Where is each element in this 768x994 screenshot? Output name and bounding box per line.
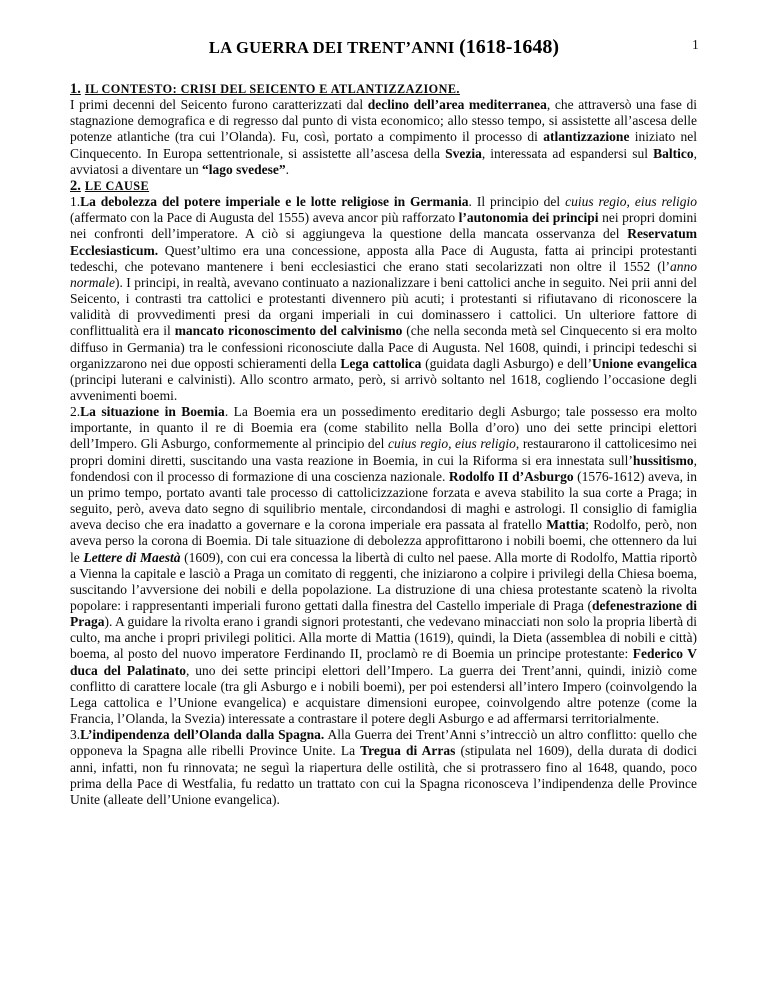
- paragraph-context: I primi decenni del Seicento furono caratterizzati dal declino dell’area mediterranea, che attraversò una fase di stagnazione demografica e di regresso dal punto di vista economico; allo stesso tempo, si assistette all’ascesa delle potenze atlantiche (tra cui l’Olanda). Fu, così, portato a compimento il processo di atlantizzazione iniziato nel Cinquecento. In Europa settentrionale, si assistette all’ascesa della Svezia, interessata ad espandersi sul Baltico, avviatosi a diventare un “lago svedese”.: [70, 97, 697, 177]
- page-title: [0, 0, 768, 60]
- section-2-title: LE CAUSE: [84, 178, 150, 193]
- paragraph-cause-3: 3.L’indipendenza dell’Olanda dalla Spagna. Alla Guerra dei Trent’Anni s’intrecciò un altro conflitto: quello che opponeva la Spagna alle ribelli Province Unite. La Tregua di Arras (stipulata nel 1609), della durata di dodici anni, infatti, non fu rinnovata; ne seguì la riapertura delle ostilità, che si protrassero fino al 1648, quando, poco prima della Pace di Westfalia, fu redatto un trattato con cui la Spagna riconosceva l’indipendenza delle Province Unite (alleate dell’Unione evangelica).: [70, 727, 697, 807]
- document-body: [70, 81, 697, 808]
- paragraph-cause-2: 2.La situazione in Boemia. La Boemia era un possedimento ereditario degli Asburgo; tale possesso era molto importante, in quanto il re di Boemia era (come stabilito nella Bolla d’oro) uno dei sette principi elettori dell’Impero. Gli Asburgo, conformemente al principio del cuius regio, eius religio, restaurarono il cattolicesimo nei propri domini diretti, suscitando una vasta reazione in Boemia, in cui la Riforma si era innestata sull’hussitismo, fondendosi con il processo di formazione di una coscienza nazionale. Rodolfo II d’Asburgo (1576-1612) aveva, in un primo tempo, portato avanti tale processo di cattolicizzazione forzata e aveva stabilito la sua corte a Praga; in seguito, però, aveva dato segno di squilibrio mentale, circondandosi di maghi e astrologi. Il consiglio di famiglia aveva deciso che era inadatto a governare e la corona imperiale era passata al fratello Mattia; Rodolfo, però, non aveva perso la corona di Boemia. Di tale situazione di debolezza approfittarono i nobili boemi, che ottennero da lui le Lettere di Maestà (1609), con cui era concessa la libertà di culto nel paese. Alla morte di Rodolfo, Mattia riportò a Vienna la capitale e lasciò a Praga un comitato di reggenti, che iniziarono a colpire i privilegi della Chiesa boema, suscitando l’avversione dei nobili e della popolazione. La distruzione di una chiesa protestante scatenò la rivolta popolare: i rappresentanti imperiali furono gettati dalla finestra del Castello imperiale di Praga (defenestrazione di Praga). A guidare la rivolta erano i grandi signori protestanti, che vedevano minacciati non solo la propria libertà di culto, ma anche i propri privilegi politici. Alla morte di Mattia (1619), quindi, la Dieta (assemblea di nobili e città) boema, al posto del nuovo imperatore Ferdinando II, proclamò re di Boemia un principe protestante: Federico V duca del Palatinato, uno dei sette principi elettori dell’Impero. La guerra dei Trent’anni, quindi, iniziò come conflitto di carattere locale (tra gli Asburgo e i nobili boemi), per poi estendersi all’intero Impero (coinvolgendo la Lega cattolica e l’Unione evangelica) e acquistare dimensioni europee, coinvolgendo altre potenze (come la Francia, l’Olanda, la Svezia) interessate a contrastare il potere degli Asburgo e ad affermarsi territorialmente.: [70, 404, 698, 727]
- page-number: 1: [692, 37, 699, 52]
- section-1-title: IL CONTESTO: CRISI DEL SEICENTO E ATLANTIZZAZIONE.: [84, 82, 460, 96]
- section-1-heading: [70, 81, 697, 97]
- section-2-heading: [70, 178, 697, 194]
- section-2-number: 2.: [70, 177, 81, 194]
- section-1-number: 1.: [70, 81, 81, 97]
- title-text: LA GUERRA DEI TRENT’ANNI: [208, 38, 460, 57]
- paragraph-cause-1: 1.La debolezza del potere imperiale e le lotte religiose in Germania. Il principio del cuius regio, eius religio (affermato con la Pace di Augusta del 1555) aveva ancor più rafforzato l’autonomia dei principi nei propri domini nei confronti dell’imperatore. A ciò si aggiungeva la questione della mancata osservanza del Reservatum Ecclesiasticum. Quest’ultimo era una concessione, apposta alla Pace di Augusta, fatta ai principi protestanti tedeschi, che potevano mantenere i beni ecclesiastici che erano stati secolarizzati non oltre il 1552 (l’anno normale). I principi, in realtà, avevano continuato a nazionalizzare i beni cattolici anche in seguito. Nei prii anni del Seicento, i contrasti tra cattolici e protestanti divennero più acuti; i protestanti si rifiutavano di riconoscere la validità di provvedimenti presi da organi imperiali in cui dominassero i cattolici. Un ulteriore fattore di conflittualità era il mancato riconoscimento del calvinismo (che nella seconda metà sel Cinquecento si era molto diffuso in Germania) tra le confessioni riconosciute dalla Pace di Augusta. Nel 1608, quindi, i principi tedeschi si organizzarono nei due opposti schieramenti della Lega cattolica (guidata dagli Asburgo) e dell’Unione evangelica (principi luterani e calvinisti). Allo scontro armato, però, si arrivò soltanto nel 1618, cogliendo l’occasione degli avvenimenti boemi.: [70, 194, 697, 403]
- title-years: (1618-1648): [459, 36, 560, 58]
